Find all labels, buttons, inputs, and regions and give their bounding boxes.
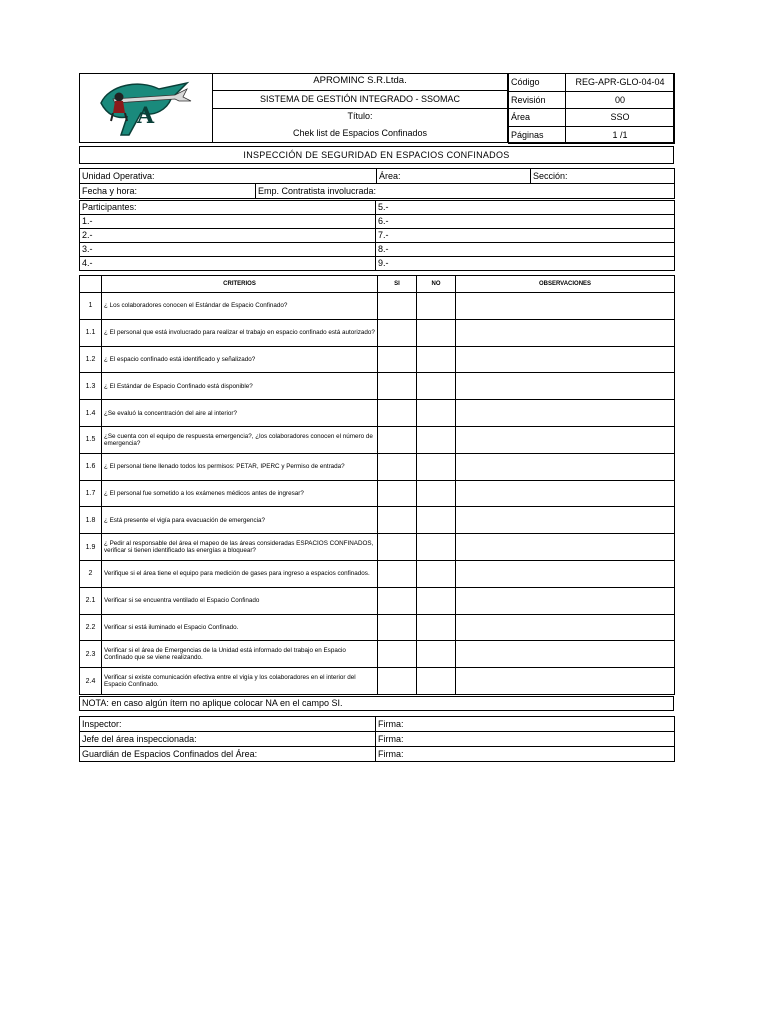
no-cell[interactable]	[417, 453, 456, 480]
observaciones-cell[interactable]	[456, 453, 675, 480]
observaciones-cell[interactable]	[456, 400, 675, 427]
meta-row	[509, 74, 675, 92]
inspector-field[interactable]: Inspector:	[80, 717, 376, 732]
criteria-number: 1.9	[80, 534, 102, 561]
criteria-text: ¿ Pedir al responsable del área el mapeo de las áreas consideradas ESPACIOS CONFINADOS, verificar si tienen identificado las energías a bloquear?	[102, 534, 378, 561]
no-cell[interactable]	[417, 614, 456, 641]
criteria-text: Verificar si existe comunicación efectiva entre el vigía y los colaboradores en el interior del Espacio Confinado.	[102, 668, 378, 695]
participant-slot[interactable]: 2.-	[80, 229, 376, 243]
signature-row	[80, 732, 675, 747]
signature-table	[79, 716, 675, 762]
criteria-number: 1.4	[80, 400, 102, 427]
observaciones-cell[interactable]	[456, 293, 675, 320]
criteria-number: 2.2	[80, 614, 102, 641]
criteria-number: 2	[80, 560, 102, 587]
header-meta-table	[508, 73, 675, 144]
signature-row	[80, 717, 675, 732]
area-field[interactable]: Área:	[377, 169, 531, 184]
no-cell[interactable]	[417, 319, 456, 346]
si-cell[interactable]	[378, 560, 417, 587]
criteria-text: ¿ El personal fue sometido a los exámenes médicos antes de ingresar?	[102, 480, 378, 507]
observaciones-cell[interactable]	[456, 319, 675, 346]
si-cell[interactable]	[378, 534, 417, 561]
observaciones-cell[interactable]	[456, 480, 675, 507]
si-cell[interactable]	[378, 507, 417, 534]
observaciones-cell[interactable]	[456, 373, 675, 400]
meta-value: SSO	[566, 109, 675, 127]
criteria-text: Verifique si el área tiene el equipo para medición de gases para ingreso a espacios confinados.	[102, 560, 378, 587]
no-cell[interactable]	[417, 534, 456, 561]
participant-slot[interactable]: 7.-	[376, 229, 675, 243]
criteria-header-row	[80, 276, 675, 293]
criteria-text: ¿ El Estándar de Espacio Confinado está disponible?	[102, 373, 378, 400]
no-cell[interactable]	[417, 587, 456, 614]
observaciones-cell[interactable]	[456, 426, 675, 453]
criteria-row	[80, 400, 675, 427]
no-cell[interactable]	[417, 426, 456, 453]
meta-row	[509, 91, 675, 109]
seccion-field[interactable]: Sección:	[531, 169, 675, 184]
meta-label: Revisión	[509, 91, 566, 109]
no-cell[interactable]	[417, 480, 456, 507]
si-cell[interactable]	[378, 373, 417, 400]
criteria-number: 2.3	[80, 641, 102, 668]
criteria-text: Verificar si está iluminado el Espacio Confinado.	[102, 614, 378, 641]
company-logo	[79, 73, 213, 143]
no-cell[interactable]	[417, 507, 456, 534]
criteria-text: ¿ El personal que está involucrado para realizar el trabajo en espacio confinado está autorizado?	[102, 319, 378, 346]
criteria-row	[80, 293, 675, 320]
meta-label: Código	[509, 74, 566, 92]
main-title: INSPECCIÓN DE SEGURIDAD EN ESPACIOS CONFINADOS	[79, 146, 674, 164]
fecha-hora-field[interactable]: Fecha y hora:	[80, 184, 256, 199]
participants-table	[79, 200, 675, 271]
no-cell[interactable]	[417, 346, 456, 373]
criteria-text: Verificar si el área de Emergencias de la Unidad está informado del trabajo en Espacio Confinado que se viene realizando.	[102, 641, 378, 668]
participants-label: Participantes:	[80, 201, 376, 215]
participant-slot[interactable]: 9.-	[376, 257, 675, 271]
firma-field[interactable]: Firma:	[376, 717, 675, 732]
participant-slot[interactable]: 1.-	[80, 215, 376, 229]
no-cell[interactable]	[417, 293, 456, 320]
criteria-number: 1.2	[80, 346, 102, 373]
participant-slot[interactable]: 5.-	[376, 201, 675, 215]
title-label: Título:	[347, 111, 373, 121]
emp-contratista-field[interactable]: Emp. Contratista involucrada:	[256, 184, 675, 199]
firma-field[interactable]: Firma:	[376, 732, 675, 747]
document-title: Chek list de Espacios Confinados	[292, 128, 428, 138]
nota-text: NOTA: en caso algún ítem no aplique colocar NA en el campo SI.	[79, 696, 674, 711]
criteria-row	[80, 426, 675, 453]
observaciones-cell[interactable]	[456, 641, 675, 668]
company-name: APROMINC S.R.Ltda.	[313, 75, 407, 86]
meta-value: REG-APR-GLO-04-04	[566, 74, 675, 92]
criteria-row	[80, 587, 675, 614]
participant-slot[interactable]: 4.-	[80, 257, 376, 271]
criteria-row	[80, 614, 675, 641]
meta-row	[509, 109, 675, 127]
si-cell[interactable]	[378, 668, 417, 695]
observaciones-cell[interactable]	[456, 534, 675, 561]
criteria-number: 1.5	[80, 426, 102, 453]
observaciones-header: OBSERVACIONES	[456, 276, 675, 293]
criteria-text: ¿ El personal tiene llenado todos los permisos: PETAR, IPERC y Permiso de entrada?	[102, 453, 378, 480]
no-cell[interactable]	[417, 668, 456, 695]
criteria-text: ¿ Está presente el vigía para evacuación de emergencia?	[102, 507, 378, 534]
no-cell[interactable]	[417, 641, 456, 668]
observaciones-cell[interactable]	[456, 507, 675, 534]
criteria-text: Verificar si se encuentra ventilado el Espacio Confinado	[102, 587, 378, 614]
unidad-operativa-field[interactable]: Unidad Operativa:	[80, 169, 377, 184]
si-cell[interactable]	[378, 293, 417, 320]
observaciones-cell[interactable]	[456, 560, 675, 587]
meta-value: 00	[566, 91, 675, 109]
no-cell[interactable]	[417, 373, 456, 400]
si-cell[interactable]	[378, 614, 417, 641]
criteria-row	[80, 641, 675, 668]
jefe-area-field[interactable]: Jefe del área inspeccionada:	[80, 732, 376, 747]
header-center	[213, 73, 508, 143]
system-name: SISTEMA DE GESTIÓN INTEGRADO - SSOMAC	[259, 94, 461, 104]
si-cell[interactable]	[378, 641, 417, 668]
criteria-row	[80, 373, 675, 400]
si-header: SI	[378, 276, 417, 293]
participant-slot[interactable]: 8.-	[376, 243, 675, 257]
meta-row	[509, 126, 675, 144]
criteria-table	[79, 275, 675, 695]
meta-label: Área	[509, 109, 566, 127]
si-cell[interactable]	[378, 453, 417, 480]
criteria-row	[80, 668, 675, 695]
signature-row	[80, 747, 675, 762]
no-cell[interactable]	[417, 400, 456, 427]
observaciones-cell[interactable]	[456, 668, 675, 695]
criteria-number: 1.6	[80, 453, 102, 480]
si-cell[interactable]	[378, 400, 417, 427]
criteria-row	[80, 346, 675, 373]
firma-field[interactable]: Firma:	[376, 747, 675, 762]
si-cell[interactable]	[378, 426, 417, 453]
participant-slot[interactable]: 3.-	[80, 243, 376, 257]
criteria-row	[80, 560, 675, 587]
criteria-number: 1.1	[80, 319, 102, 346]
si-cell[interactable]	[378, 346, 417, 373]
si-cell[interactable]	[378, 587, 417, 614]
meta-label: Páginas	[509, 126, 566, 144]
si-cell[interactable]	[378, 480, 417, 507]
criteria-row	[80, 319, 675, 346]
criteria-number: 1.8	[80, 507, 102, 534]
criteria-number: 2.4	[80, 668, 102, 695]
criteria-text: ¿Se evaluó la concentración del aire al interior?	[102, 400, 378, 427]
criteria-row	[80, 507, 675, 534]
criteria-row	[80, 453, 675, 480]
observaciones-cell[interactable]	[456, 614, 675, 641]
num-header	[80, 276, 102, 293]
logo-graphic	[79, 73, 213, 143]
meta-value: 1 /1	[566, 126, 675, 144]
logo-letter: A	[137, 103, 155, 129]
criteria-number: 1.7	[80, 480, 102, 507]
criteria-text: ¿ El espacio confinado está identificado y señalizado?	[102, 346, 378, 373]
observaciones-cell[interactable]	[456, 346, 675, 373]
si-cell[interactable]	[378, 319, 417, 346]
no-header: NO	[417, 276, 456, 293]
criteria-number: 1.3	[80, 373, 102, 400]
criteria-text: ¿ Los colaboradores conocen el Estándar de Espacio Confinado?	[102, 293, 378, 320]
participant-slot[interactable]: 6.-	[376, 215, 675, 229]
info-table	[79, 168, 675, 199]
observaciones-cell[interactable]	[456, 587, 675, 614]
guardian-field[interactable]: Guardián de Espacios Confinados del Área:	[80, 747, 376, 762]
criteria-body	[80, 293, 675, 695]
criterios-header: CRITERIOS	[102, 276, 378, 293]
criteria-text: ¿Se cuenta con el equipo de respuesta emergencia?, ¿los colaboradores conocen el número de emergencia?	[102, 426, 378, 453]
criteria-row	[80, 480, 675, 507]
criteria-number: 1	[80, 293, 102, 320]
criteria-number: 2.1	[80, 587, 102, 614]
criteria-row	[80, 534, 675, 561]
no-cell[interactable]	[417, 560, 456, 587]
